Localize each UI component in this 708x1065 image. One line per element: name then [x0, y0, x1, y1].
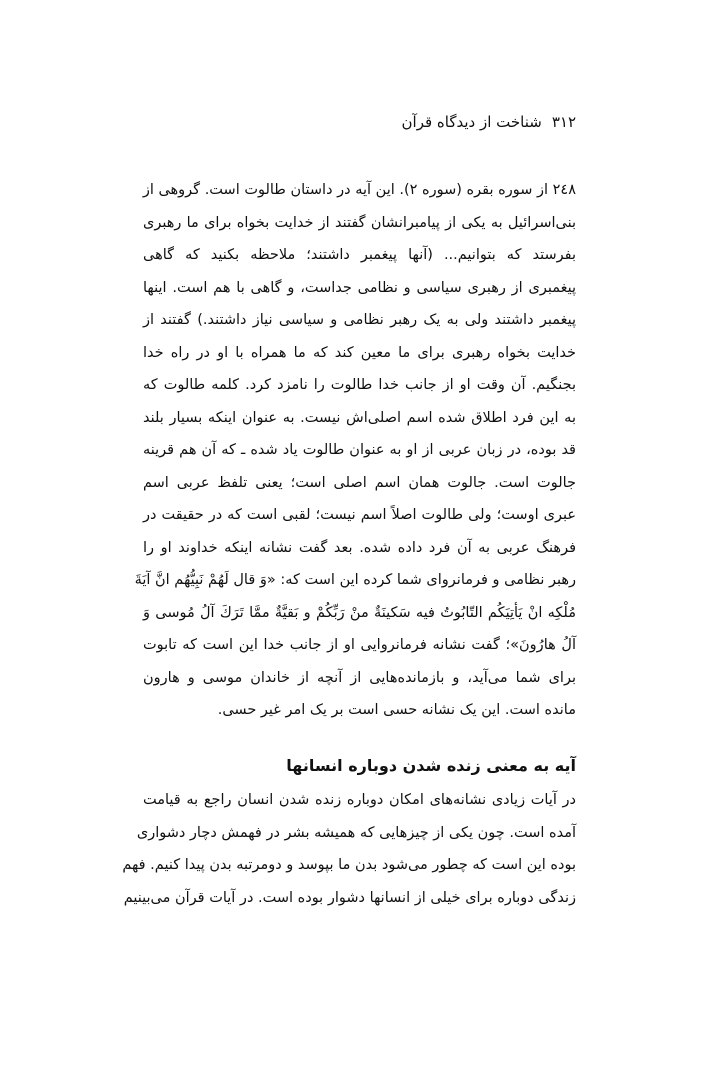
text-line: به این فرد اطلاق شده اسم اصلی‌اش نیست. به عنوان اینکه بسیار بلند [143, 409, 576, 426]
text-line: جالوت است. جالوت همان اسم اصلی است؛ یعنی تلفظ عربی اسم [143, 474, 576, 491]
text-line: فرهنگ عربی به آن فرد داده شده. بعد گفت نشانه اینکه خداوند او را [143, 539, 576, 556]
text-line: آلُ هارُونَ»؛ گفت نشانه فرمانروایی او از جانب خدا این است که تابوت [143, 637, 576, 653]
text-line: بوده این است که چطور می‌شود بدن ما بپوسد و دومرتبه بدن پیدا کنیم. فهم [122, 857, 576, 874]
text-line: در آیات زیادی نشانه‌های امکان دوباره زنده شدن انسان راجع به قیامت [143, 792, 576, 808]
text-line: مانده است. این یک نشانه حسی است بر یک امر غیر حسی. [217, 702, 576, 718]
page-number: ٣١٢ [551, 113, 576, 131]
text-line: قد بوده، در زبان عربی از او به عنوان طالوت یاد شده ـ که آن هم قرینه [143, 442, 576, 458]
text-line: بفرستد که بتوانیم... (آنها پیغمبر داشتند؛ ملاحظه بکنید که گاهی [143, 247, 576, 263]
text-line: پیغمبر داشتند ولی به یک رهبر نظامی و سیاسی نیاز داشتند.) گفتند از [143, 312, 576, 328]
text-line: عبری اوست؛ ولی طالوت اصلاً اسم نیست؛ لقبی است که در حقیقت در [143, 507, 576, 523]
text-line: مُلْكِه انْ يَأتِيَكُم التّابُوتُ فيه سَكينَةٌ منْ رَبِّكُمْ و بَقيَّةٌ ممَّا تَرَكَ آلُ مُوسى وَ [143, 604, 576, 621]
running-header [402, 113, 576, 131]
text-line: زندگی دوباره برای خیلی از انسانها دشوار بوده است. در آیات قرآن می‌بینیم [123, 890, 576, 907]
text-line: پیغمبری از رهبری سیاسی و نظامی جداست، و گاهی با هم است. اینها [143, 279, 576, 296]
text-line: آمده است. چون یکی از چیزهایی که همیشه بشر در فهمش دچار دشواری [136, 824, 576, 841]
section-heading: آیه به معنی زنده شدن دوباره انسانها [286, 756, 576, 775]
text-line: برای شما می‌آید، و بازمانده‌هایی از آنچه از خاندان موسی و هارون [143, 669, 576, 686]
text-line: بجنگیم. آن وقت او از جانب خدا طالوت را نامزد کرد. کلمه طالوت که [143, 377, 576, 393]
text-line: بنی‌اسرائیل به یکی از پیامبرانشان گفتند از خدایت بخواه برای ما رهبری [143, 214, 576, 231]
text-line: ٢٤٨ از سوره بقره (سوره ٢). این آیه در داستان طالوت است. گروهی از [142, 182, 576, 198]
running-title: شناخت از دیدگاه قرآن [401, 113, 542, 131]
text-line: رهبر نظامی و فرمانروای شما کرده این است که: «وَ قال لَهُمْ نَبِيُّهُم انَّ آيَةَ [134, 572, 576, 588]
text-line: خدایت بخواه رهبری برای ما معین کند که ما همراه با او در راه خدا [143, 344, 576, 361]
